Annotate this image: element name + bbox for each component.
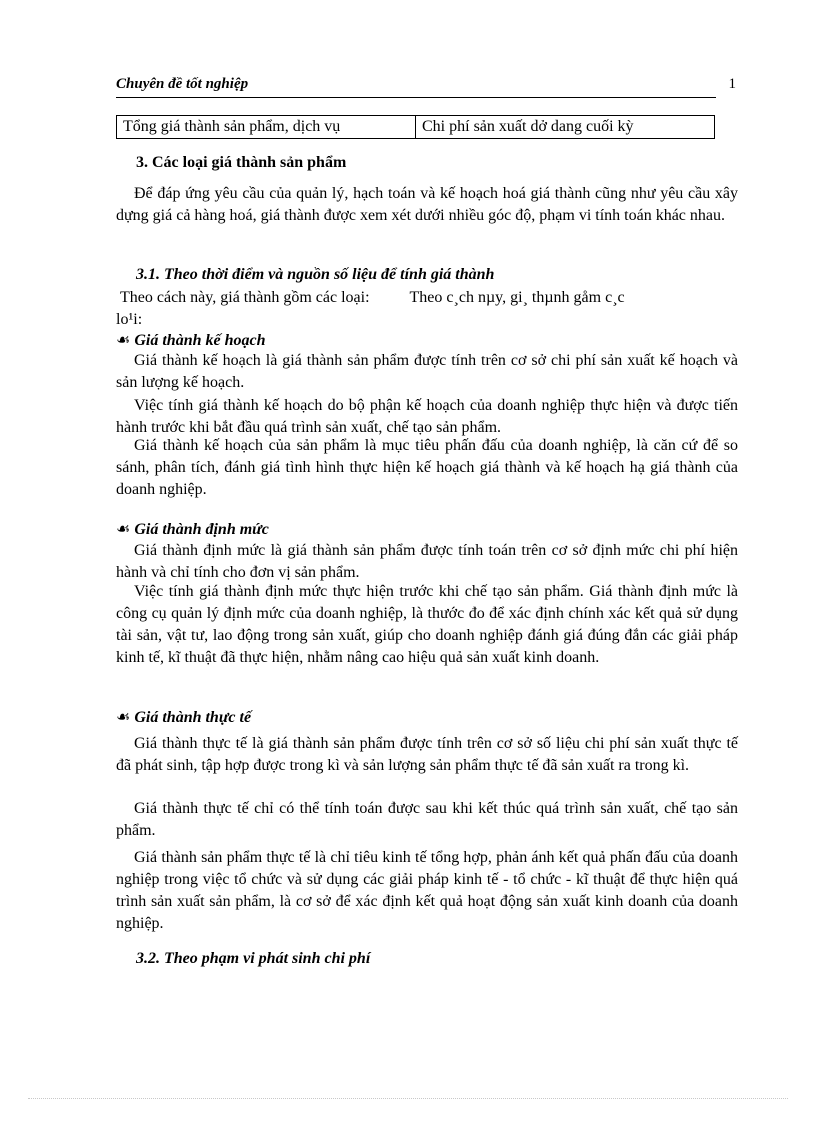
paragraph [116, 287, 738, 309]
subsection-heading: 3.1. Theo thời điểm và nguồn số liệu để tính giá thành [136, 266, 495, 283]
subsection-heading: 3.2. Theo phạm vi phát sinh chi phí [136, 950, 371, 967]
bullet-heading [116, 330, 265, 350]
bullet-heading [116, 519, 269, 539]
page-header [116, 76, 736, 98]
page-number: 1 [728, 76, 736, 92]
leaf-bullet-icon: ☙ [116, 521, 131, 538]
paragraph: Giá thành sản phẩm thực tế là chỉ tiêu kinh tế tổng hợp, phản ánh kết quả phấn đấu của doanh nghiệp trong việc tổ chức và sử dụng các giải pháp kinh tế - tổ chức - kĩ thuật để thực hiện quá trình sản xuất sản phẩm, là cơ sở để xác định kết quả hoạt động sản xuất kinh doanh của doanh nghiệp. [116, 849, 738, 932]
paragraph: Để đáp ứng yêu cầu của quản lý, hạch toán và kế hoạch hoá giá thành cũng như yêu cầu xây dựng giá cả hàng hoá, giá thành được xem xét dưới nhiều góc độ, phạm vi tính toán khác nhau. [116, 185, 738, 224]
table-cell: Tổng giá thành sản phẩm, dịch vụ [117, 116, 416, 139]
paragraph: Việc tính giá thành định mức thực hiện trước khi chế tạo sản phẩm. Giá thành định mức là công cụ quản lý định mức của doanh nghiệp, là thước đo để xác định chính xác kết quả sử dụng tài sản, vật tư, lao động trong sản xuất, giúp cho doanh nghiệp đánh giá đúng đắn các giải pháp kinh tế, kĩ thuật đã thực hiện, nhằm nâng cao hiệu quả sản xuất kinh doanh. [116, 583, 738, 666]
paragraph: Giá thành định mức là giá thành sản phẩm được tính toán trên cơ sở định mức chi phí hiện hành và chỉ tính cho đơn vị sản phẩm. [116, 542, 738, 581]
bullet-heading [116, 707, 251, 727]
page-bottom-divider [28, 1098, 788, 1099]
leaf-bullet-icon: ☙ [116, 709, 131, 726]
bullet-heading-text: Giá thành kế hoạch [134, 332, 266, 349]
paragraph: Giá thành kế hoạch là giá thành sản phẩm được tính trên cơ sở chi phí sản xuất kế hoạch và sản lượng kế hoạch. [116, 352, 738, 391]
table-cell: Chi phí sản xuất dở dang cuối kỳ [416, 116, 715, 139]
table-row [117, 116, 715, 139]
paragraph: lo¹i: [116, 311, 143, 328]
header-divider [116, 97, 716, 98]
paragraph: Giá thành kế hoạch của sản phẩm là mục tiêu phấn đấu của doanh nghiệp, là căn cứ để so sánh, phân tích, đánh giá tình hình thực hiện kế hoạch giá thành và kế hoạch hạ giá thành của doanh nghiệp. [116, 437, 738, 498]
section-heading: 3. Các loại giá thành sản phẩm [136, 154, 347, 171]
bullet-heading-text: Giá thành thực tế [134, 709, 252, 726]
paragraph: Giá thành thực tế là giá thành sản phẩm được tính trên cơ sở số liệu chi phí sản xuất thực tế đã phát sinh, tập hợp được trong kì và sản lượng sản phẩm thực tế đã sản xuất ra trong kì. [116, 735, 738, 774]
lead-text: Theo cách này, giá thành gồm các loại: [120, 289, 370, 306]
bullet-heading-text: Giá thành định mức [134, 521, 269, 538]
paragraph: Việc tính giá thành kế hoạch do bộ phận kế hoạch của doanh nghiệp thực hiện và được tiến hành trước khi bắt đầu quá trình sản xuất, chế tạo sản phẩm. [116, 397, 738, 436]
cost-table [116, 115, 715, 139]
header-title: Chuyên đề tốt nghiệp [116, 76, 249, 92]
leaf-bullet-icon: ☙ [116, 332, 131, 349]
paragraph: Giá thành thực tế chỉ có thể tính toán được sau khi kết thúc quá trình sản xuất, chế tạo sản phẩm. [116, 800, 738, 839]
lead-text-garbled: Theo c¸ch nµy, gi¸ thµnh gåm c¸c [409, 289, 625, 306]
